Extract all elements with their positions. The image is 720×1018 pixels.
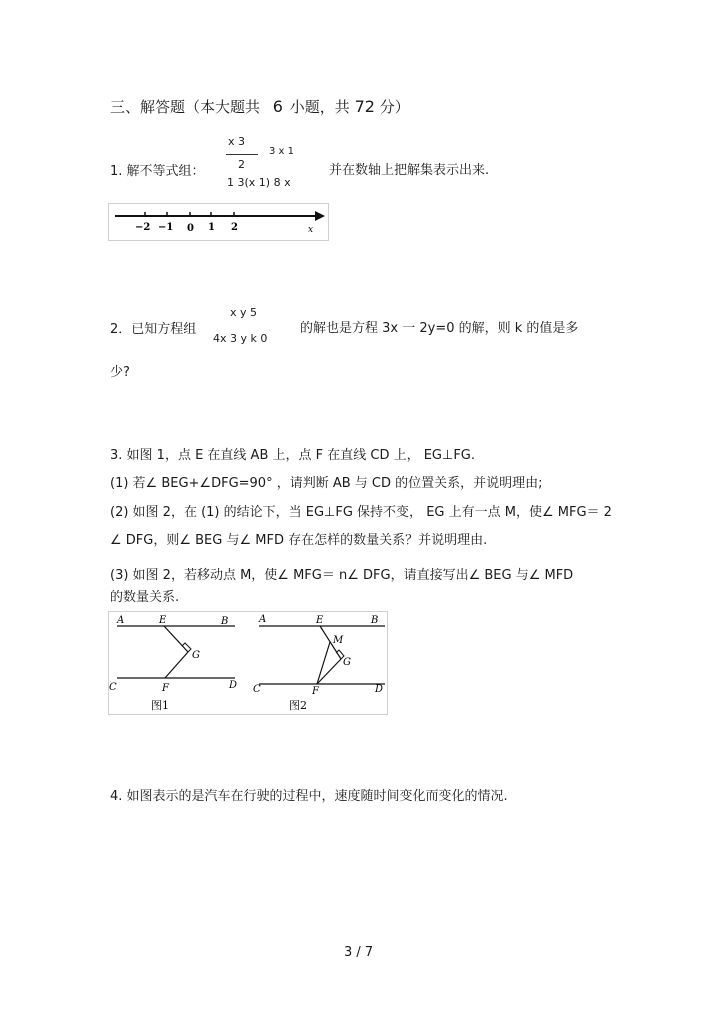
q1-ineq1-numerator: x 3 bbox=[228, 135, 246, 148]
point-label-d: D bbox=[229, 680, 238, 691]
point-label-b: B bbox=[371, 615, 379, 626]
q1-instruction: 并在数轴上把解集表示出来. bbox=[329, 163, 490, 178]
axis-label-x: x bbox=[308, 225, 314, 235]
number-line-arrow bbox=[315, 211, 325, 221]
q4-text: 4. 如图表示的是汽车在行驶的过程中，速度随时间变化而变化的情况. bbox=[110, 789, 508, 804]
number-line-figure bbox=[108, 203, 329, 241]
total-score: 72 bbox=[354, 97, 375, 116]
point-label-c: C bbox=[109, 682, 117, 693]
q1-ineq1-denominator: 2 bbox=[238, 158, 245, 171]
figure-2-caption: 图2 bbox=[289, 699, 307, 712]
geometry-figures bbox=[108, 611, 388, 715]
q2-label: 2．已知方程组 bbox=[110, 322, 197, 337]
point-label-g: G bbox=[343, 657, 351, 668]
q2-tail: 的解也是方程 3x 一 2y=0 的解，则 k 的值是多 bbox=[300, 321, 579, 336]
point-label-a: A bbox=[259, 614, 267, 625]
q1-label: 1. 解不等式组： bbox=[110, 164, 205, 179]
section-suffix: 分） bbox=[379, 98, 410, 116]
tick-label-1: 1 bbox=[208, 222, 215, 233]
number-line-svg bbox=[109, 204, 328, 240]
segment-gf-fig1 bbox=[165, 652, 188, 678]
q1-ineq1-rhs: 3 x 1 bbox=[269, 146, 294, 157]
q2-tail-continued: 少? bbox=[110, 365, 130, 380]
point-label-g: G bbox=[192, 650, 200, 661]
section-heading bbox=[110, 96, 410, 117]
q3-part3-line2: 的数量关系. bbox=[110, 590, 180, 605]
tick-label-neg1: −1 bbox=[158, 222, 174, 233]
point-label-c: C bbox=[253, 684, 261, 695]
segment-eg-fig1 bbox=[164, 626, 188, 652]
q3-part2-line2: ∠ DFG，则∠ BEG 与∠ MFD 存在怎样的数量关系？并说明理由. bbox=[110, 533, 488, 548]
q2-eq1: x y 5 bbox=[230, 306, 258, 319]
q3-part1: (1) 若∠ BEG+∠DFG=90° ，请判断 AB 与 CD 的位置关系，并说明理由; bbox=[110, 476, 543, 491]
question-count: 6 bbox=[272, 97, 283, 116]
point-label-e: E bbox=[159, 615, 167, 626]
section-prefix: 三、解答题（本大题共 bbox=[110, 98, 261, 116]
point-label-d: D bbox=[375, 684, 384, 695]
page-number: 3 / 7 bbox=[344, 945, 374, 960]
q1-ineq2: 1 3(x 1) 8 x bbox=[227, 176, 291, 189]
point-label-f: F bbox=[162, 683, 169, 694]
section-middle: 小题，共 bbox=[289, 98, 350, 116]
geometry-svg bbox=[109, 612, 387, 714]
figure-2 bbox=[253, 614, 385, 712]
point-label-b: B bbox=[221, 616, 229, 627]
tick-label-2: 2 bbox=[231, 222, 238, 233]
tick-label-neg2: −2 bbox=[135, 222, 151, 233]
point-label-a: A bbox=[117, 615, 125, 626]
figure-1-caption: 图1 bbox=[151, 699, 169, 712]
q3-part2-line1: (2) 如图 2，在 (1) 的结论下，当 EG⊥FG 保持不变， EG 上有一点 M，使∠ MFG＝ 2 bbox=[110, 505, 612, 520]
point-label-f: F bbox=[312, 686, 319, 697]
figure-1 bbox=[109, 615, 237, 712]
q2-eq2: 4x 3 y k 0 bbox=[213, 332, 268, 345]
q3-intro: 3. 如图 1，点 E 在直线 AB 上，点 F 在直线 CD 上， EG⊥FG. bbox=[110, 448, 476, 463]
q3-part3-line1: (3) 如图 2，若移动点 M，使∠ MFG＝ n∠ DFG，请直接写出∠ BEG 与∠ MFD bbox=[110, 568, 574, 583]
q1-fraction-bar bbox=[226, 154, 258, 155]
point-label-m: M bbox=[333, 635, 344, 646]
tick-label-0: 0 bbox=[187, 223, 194, 234]
point-label-e: E bbox=[316, 615, 324, 626]
